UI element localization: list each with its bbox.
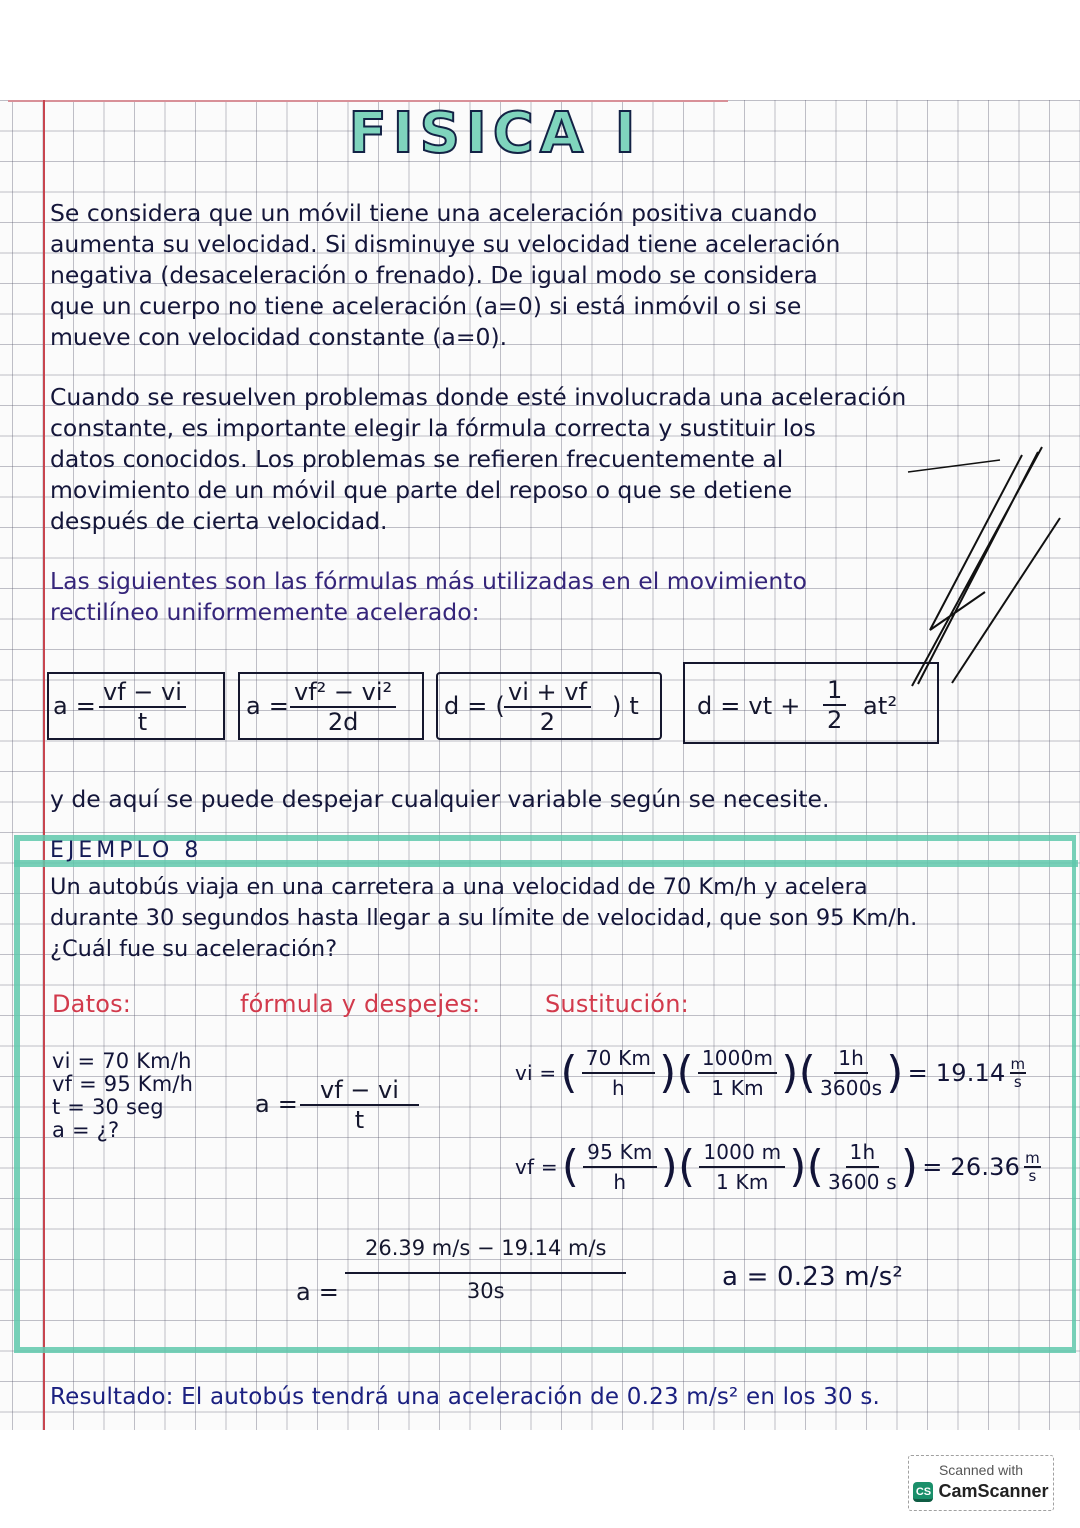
formula-suffix: ) t (612, 692, 640, 720)
fraction-numerator: vf − vi (300, 1076, 419, 1106)
page-title: FISICA I (348, 101, 642, 166)
text-line: Un autobús viaja en una carretera a una velocidad de 70 Km/h y acelera (50, 874, 868, 900)
formula-lhs: a = (53, 692, 97, 720)
conversion-lhs: vf = (515, 1155, 558, 1179)
text-line: aumenta su velocidad. Si disminuye su velocidad tiene aceleración (50, 230, 841, 258)
final-calc-lhs: a = (296, 1278, 340, 1306)
formula-fraction (823, 676, 846, 734)
text-line: Se considera que un móvil tiene una aceleración positiva cuando (50, 199, 818, 227)
text-line: negativa (desaceleración o frenado). De igual modo se considera (50, 261, 818, 289)
dato-vf: vf = 95 Km/h (52, 1072, 194, 1096)
result-unit (1010, 1056, 1027, 1090)
factor-den: 1 Km (716, 1170, 769, 1194)
formula-fraction (504, 678, 591, 736)
text-line: y de aquí se puede despejar cualquier variable según se necesite. (50, 785, 830, 813)
fraction-numerator: 26.39 m/s − 19.14 m/s (345, 1232, 626, 1274)
text-line: después de cierta velocidad. (50, 507, 388, 535)
example-formula-fraction (300, 1076, 419, 1134)
result-line (50, 1384, 880, 1410)
factor-num: 1h (834, 1044, 868, 1074)
text-line: que un cuerpo no tiene aceleración (a=0) si está inmóvil o si se (50, 292, 802, 320)
result-label: Resultado: (50, 1384, 174, 1410)
factor-den: 1 Km (711, 1076, 764, 1100)
fraction-numerator: 1 (823, 676, 846, 706)
formula-label: fórmula y despejes: (240, 990, 481, 1018)
watermark-line1: Scanned with (938, 1462, 1024, 1478)
text-line: datos conocidos. Los problemas se refieren frecuentemente al (50, 445, 784, 473)
fraction-numerator: vf² − vi² (290, 678, 396, 708)
paragraph-formulas-intro (50, 566, 1050, 628)
text-line: movimiento de un móvil que parte del reposo o que se detiene (50, 476, 793, 504)
factor-num: 1h (846, 1138, 880, 1168)
factor-den: 3600s (819, 1076, 883, 1100)
fraction-denominator: t (354, 1106, 365, 1134)
paren-close: )( (789, 1141, 824, 1192)
datos-list (52, 1050, 193, 1142)
text-line: Cuando se resuelven problemas donde esté involucrada una aceleración (50, 383, 907, 411)
conversion-result: = 26.36 (922, 1153, 1021, 1181)
fraction-denominator: t (137, 708, 148, 736)
example-heading: EJEMPLO 8 (50, 838, 203, 863)
dato-vi: vi = 70 Km/h (52, 1049, 192, 1073)
formula-lhs: d = ( (444, 692, 505, 720)
text-line: Las siguientes son las fórmulas más utilizadas en el movimiento (50, 567, 807, 595)
fraction-denominator: 2d (327, 708, 359, 736)
fraction-numerator: vi + vf (504, 678, 591, 708)
paren-close: )( (660, 1141, 696, 1192)
factor-num: 1000 m (699, 1138, 785, 1168)
paragraph-intro (50, 198, 1050, 353)
conversion-lhs: vi = (515, 1061, 557, 1085)
formula-box-3 (436, 672, 662, 740)
unit-num: m (1025, 1149, 1040, 1167)
factor-num: 1000m (698, 1044, 777, 1074)
factor-den: h (611, 1076, 625, 1100)
formula-suffix: at² (863, 692, 898, 720)
paragraph-problems (50, 382, 1050, 537)
factor-num: 95 Km (583, 1138, 656, 1168)
formula-fraction (99, 678, 186, 736)
paren-open: ( (561, 1141, 580, 1192)
result-text: El autobús tendrá una aceleración de 0.23 m/s² en los 30 s. (181, 1384, 881, 1410)
sustitucion-label: Sustitución: (545, 990, 689, 1018)
paren-close: ) (886, 1047, 904, 1098)
factor (582, 1044, 655, 1102)
fraction-denominator: 30s (466, 1279, 505, 1303)
fraction-numerator: vf − vi (99, 678, 186, 708)
conversion-vi (515, 1044, 1026, 1102)
text-line: constante, es importante elegir la fórmula correcta y sustituir los (50, 414, 816, 442)
formula-lhs: d = vt + (697, 692, 801, 720)
dato-a: a = ¿? (52, 1118, 120, 1142)
unit-den: s (1013, 1073, 1022, 1091)
text-line: rectilíneo uniformemente acelerado: (50, 598, 480, 626)
formula-lhs: a = (246, 692, 290, 720)
factor-den: 3600 s (828, 1170, 897, 1194)
formula-box-4 (683, 662, 939, 744)
factor-den: h (613, 1170, 627, 1194)
datos-label: Datos: (52, 990, 132, 1018)
text-line: mueve con velocidad constante (a=0). (50, 323, 508, 351)
dato-t: t = 30 seg (52, 1095, 164, 1119)
camscanner-watermark (908, 1455, 1054, 1511)
factor (828, 1138, 897, 1196)
paren-close: )( (781, 1047, 816, 1098)
conversion-result: = 19.14 (907, 1059, 1006, 1087)
fraction-denominator: 2 (539, 708, 556, 736)
formula-box-1 (47, 672, 225, 740)
watermark-brand (909, 1481, 1053, 1502)
formula-fraction (290, 678, 396, 736)
example-formula-lhs: a = (255, 1090, 299, 1118)
final-calc-fraction (345, 1232, 626, 1308)
paragraph-after-formulas (50, 784, 1050, 815)
factor (698, 1044, 777, 1102)
watermark-brand-name: CamScanner (938, 1481, 1049, 1501)
formula-box-2 (238, 672, 424, 740)
example-problem (50, 872, 1050, 965)
result-unit (1024, 1150, 1041, 1184)
paren-close: ) (900, 1141, 919, 1192)
final-answer: a = 0.23 m/s² (722, 1262, 904, 1292)
conversion-vf (515, 1138, 1041, 1196)
factor (583, 1138, 656, 1196)
unit-den: s (1028, 1167, 1037, 1185)
unit-num: m (1010, 1055, 1026, 1073)
paren-open: ( (560, 1047, 578, 1098)
camscanner-logo-icon: CS (913, 1482, 933, 1502)
fraction-denominator: 2 (827, 706, 843, 734)
paren-close: )( (659, 1047, 694, 1098)
text-line: ¿Cuál fue su aceleración? (50, 936, 338, 962)
factor (820, 1044, 882, 1102)
text-line: durante 30 segundos hasta llegar a su límite de velocidad, que son 95 Km/h. (50, 905, 918, 931)
factor-num: 70 Km (582, 1044, 655, 1074)
factor (699, 1138, 785, 1196)
